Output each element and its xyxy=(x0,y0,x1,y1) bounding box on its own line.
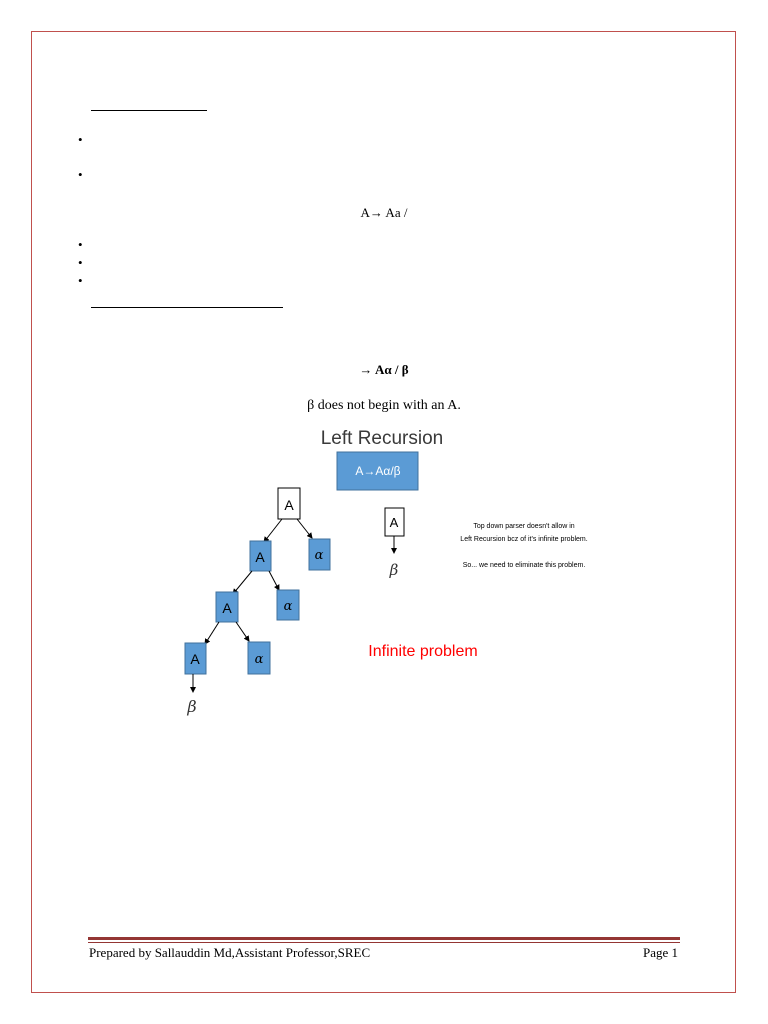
explanation-line: So... we need to eliminate this problem. xyxy=(462,562,586,569)
tree-edge xyxy=(236,622,249,641)
bullet: • xyxy=(78,237,83,252)
diagram-title: Left Recursion xyxy=(320,428,444,449)
production-formula: A→ Aa / xyxy=(360,205,408,220)
tree-edge xyxy=(233,571,252,594)
tree-node-label: A xyxy=(255,549,265,565)
tree-node-label: A xyxy=(222,600,232,616)
footer-author: Prepared by Sallauddin Md,Assistant Professor,SREC xyxy=(89,945,371,960)
explanation-line: Top down parser doesn't allow in xyxy=(473,523,575,530)
bullet: • xyxy=(78,273,83,288)
footer-rule-thin xyxy=(88,942,680,943)
beta-note: β does not begin with an A. xyxy=(307,398,461,413)
alpha-label: α xyxy=(283,599,293,614)
infinite-problem-caption: Infinite problem xyxy=(368,643,478,660)
tree-edge xyxy=(205,622,219,644)
tree-edge xyxy=(269,571,279,590)
side-node-label: A xyxy=(389,515,399,530)
alpha-label: α xyxy=(254,652,264,667)
bullet: • xyxy=(78,132,83,147)
beta-label: β xyxy=(389,561,399,579)
beta-label: β xyxy=(187,697,197,716)
footer-rule-thick xyxy=(88,937,680,940)
general-production: → Aα / β xyxy=(359,362,409,377)
footer-page-number: Page 1 xyxy=(642,945,678,960)
tree-root-label: A xyxy=(284,497,294,513)
tree-edge xyxy=(264,519,282,542)
tree-node-label: A xyxy=(190,651,200,667)
bullet: • xyxy=(78,167,83,182)
tree-edge xyxy=(297,519,312,538)
explanation-line: Left Recursion bcz of it's infinite problem. xyxy=(460,536,588,543)
bullet: • xyxy=(78,255,83,270)
rule-box-label: A→Aα/β xyxy=(355,464,401,478)
alpha-label: α xyxy=(314,548,324,563)
